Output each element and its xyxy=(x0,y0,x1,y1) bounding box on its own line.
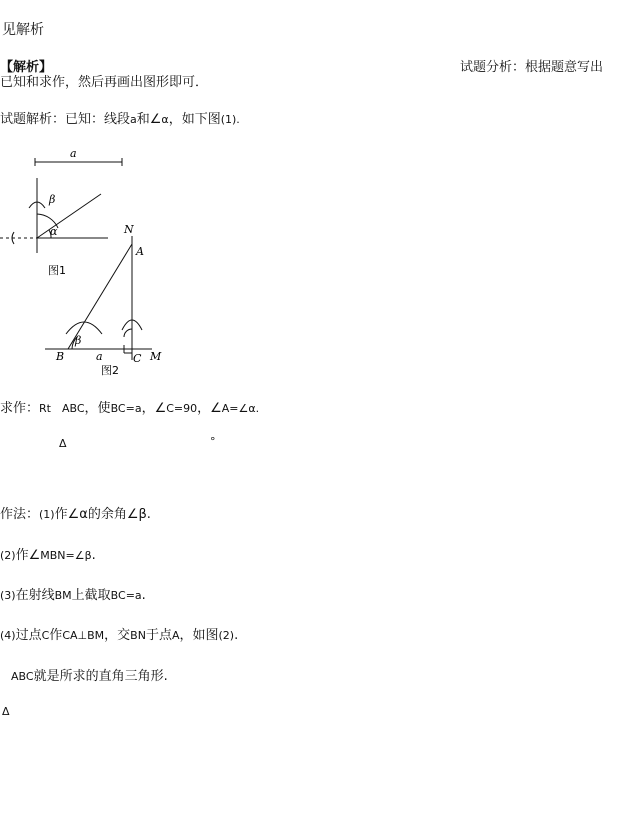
conclusion-abc: ABC xyxy=(11,670,34,683)
construct-cond1: BC=a xyxy=(110,402,142,415)
step-2-num: (2) xyxy=(0,549,16,562)
step-2 xyxy=(0,548,96,564)
step-1-num: (1) xyxy=(39,508,55,521)
construct-line xyxy=(0,401,259,417)
label-C: C xyxy=(133,352,142,365)
segment-a xyxy=(35,158,122,166)
step-4-sub2: CA⊥BM xyxy=(62,629,105,642)
construct-cond2: C=90 xyxy=(166,402,198,415)
analysis-prefix: 试题分析：根据题意写出 xyxy=(460,60,604,75)
caption-figure-1: 图1 xyxy=(48,264,66,277)
known-lead: 试题解析：已知：线段 xyxy=(0,112,131,127)
step-2-text: 作∠ xyxy=(15,548,41,563)
construct-rt: Rt xyxy=(39,402,51,415)
construction-figure xyxy=(0,140,200,385)
step-4-sub4: A xyxy=(171,629,180,642)
step-4-text3: ，交 xyxy=(104,628,131,643)
step-4-text: 过点 xyxy=(15,628,42,643)
known-a: a xyxy=(130,113,137,126)
label-M: M xyxy=(150,350,162,363)
construct-sep2: ，∠ xyxy=(197,401,222,416)
analysis-continuation: 已知和求作，然后再画出图形即可． xyxy=(0,75,209,90)
step-4-num: (4) xyxy=(0,629,16,642)
conclusion-text: 就是所求的直角三角形. xyxy=(33,669,168,684)
step-3-sub2: BC=a xyxy=(110,589,142,602)
step-4-text5: ，如图 xyxy=(179,628,219,643)
triangle-symbol-2: Δ xyxy=(2,705,10,718)
construct-sep1: ，∠ xyxy=(141,401,167,416)
step-4-sub: C xyxy=(41,629,50,642)
method-lead: 作法： xyxy=(0,507,40,522)
construct-mid: ，使 xyxy=(84,401,111,416)
step-3-text2: 上截取 xyxy=(71,588,111,603)
step-3 xyxy=(0,588,146,604)
step-2-end: . xyxy=(91,548,96,563)
figure-1-lines xyxy=(0,178,108,253)
label-beta-2: β xyxy=(75,334,82,347)
label-A: A xyxy=(136,245,144,258)
section-heading: 【解析】 xyxy=(0,60,53,75)
label-N: N xyxy=(124,223,134,236)
step-4-ref: (2) xyxy=(218,629,235,642)
caption-figure-2: 图2 xyxy=(101,364,119,377)
step-1-text: 作∠α的余角∠β. xyxy=(54,507,151,522)
known-mid: 和∠ xyxy=(136,112,162,127)
known-tail: ，如下图 xyxy=(168,112,221,127)
step-4-text4: 于点 xyxy=(145,628,172,643)
step-3-num: (3) xyxy=(0,589,16,602)
degree-symbol: ° xyxy=(210,435,216,448)
answer-text: 见解析 xyxy=(2,22,44,38)
construct-cond3: A=∠α xyxy=(221,402,256,415)
known-alpha: α xyxy=(161,113,169,126)
step-3-end: . xyxy=(141,588,146,603)
construct-lead: 求作： xyxy=(0,401,40,416)
step-3-sub: BM xyxy=(54,589,72,602)
method-line xyxy=(0,507,151,523)
known-end: . xyxy=(236,113,240,126)
known-line xyxy=(0,112,240,128)
step-3-text: 在射线 xyxy=(15,588,55,603)
label-alpha: α xyxy=(50,225,58,238)
step-4 xyxy=(0,628,238,644)
label-a-2: a xyxy=(96,350,103,363)
conclusion-line xyxy=(11,669,168,685)
label-beta: β xyxy=(49,193,56,206)
construct-end: . xyxy=(255,402,260,415)
triangle-symbol-1: Δ xyxy=(59,437,67,450)
step-4-sub3: BN xyxy=(130,629,146,642)
label-a: a xyxy=(70,147,77,160)
step-4-text2: 作 xyxy=(49,628,63,643)
step-2-sub: MBN=∠β xyxy=(40,549,92,562)
step-4-end: . xyxy=(234,628,239,643)
construct-abc: ABC xyxy=(61,402,85,415)
label-B: B xyxy=(56,350,65,363)
known-ref: (1) xyxy=(220,113,237,126)
